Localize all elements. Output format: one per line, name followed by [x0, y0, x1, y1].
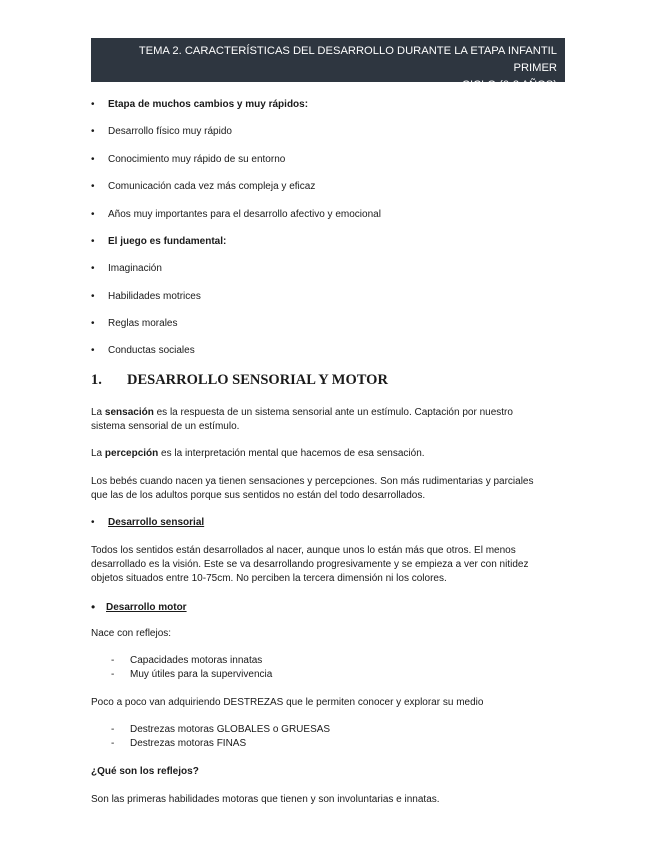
bullet-marker: •: [91, 318, 95, 329]
bullet-marker: •: [91, 236, 95, 247]
bullet-item: Imaginación: [108, 263, 162, 274]
sentidos-line1: Todos los sentidos están desarrollados al nacer, aunque unos lo están más que otros. El menos: [91, 545, 516, 556]
bullet-item-etapa: Etapa de muchos cambios y muy rápidos:: [108, 99, 309, 110]
section-title: DESARROLLO SENSORIAL Y MOTOR: [127, 372, 388, 388]
bullet-marker: •: [91, 263, 95, 274]
page-header: [91, 38, 565, 91]
reflejos-item: Capacidades motoras innatas: [130, 655, 263, 666]
bullet-item: Habilidades motrices: [108, 291, 201, 302]
sentidos-line2: desarrollado es la visión. Este se va desarrollando progresivamente y se empieza a ver con nitidez: [91, 559, 529, 570]
bullet-item: Conocimiento muy rápido de su entorno: [108, 154, 286, 165]
reflejos-answer: Son las primeras habilidades motoras que tienen y son involuntarias e innatas.: [91, 794, 440, 805]
sensorial-heading: Desarrollo sensorial: [108, 517, 205, 528]
dash-marker: -: [111, 655, 115, 666]
dash-marker: -: [111, 724, 115, 735]
bullet-marker: •: [91, 291, 95, 302]
bullet-item: Reglas morales: [108, 318, 178, 329]
bullet-item: Desarrollo físico muy rápido: [108, 126, 232, 137]
dash-marker: -: [111, 669, 115, 680]
motor-heading: Desarrollo motor: [106, 602, 187, 613]
bullet-marker: •: [91, 126, 95, 137]
sentidos-line3: objetos situados entre 10-75cm. No perciben la tercera dimensión ni los colores.: [91, 573, 447, 584]
bullet-item-juego: El juego es fundamental:: [108, 236, 227, 247]
bebes-paragraph-line1: Los bebés cuando nacen ya tienen sensaciones y percepciones. Son más rudimentarias y parciales: [91, 476, 534, 487]
reflejos-item: Muy útiles para la supervivencia: [130, 669, 273, 680]
header-line-1: TEMA 2. CARACTERÍSTICAS DEL DESARROLLO DURANTE LA ETAPA INFANTIL PRIMER: [138, 45, 557, 74]
percepcion-term: percepción: [104, 448, 159, 459]
bullet-item: Comunicación cada vez más compleja y eficaz: [108, 181, 316, 192]
sensacion-term: sensación: [104, 407, 154, 418]
header-line-2: CICLO (0-3 AÑOS): [461, 79, 557, 91]
sensacion-paragraph-line1: La sensación es la respuesta de un sistema sensorial ante un estímulo. Captación por nuestro: [91, 407, 513, 418]
sensacion-paragraph-line2: sistema sensorial de un estímulo.: [91, 421, 240, 432]
reflejos-question: ¿Qué son los reflejos?: [91, 766, 199, 777]
bullet-marker: •: [91, 345, 95, 356]
dash-marker: -: [111, 738, 115, 749]
bullet-marker: •: [91, 181, 95, 192]
destrezas-item: Destrezas motoras GLOBALES o GRUESAS: [130, 724, 331, 735]
bullet-marker: •: [91, 99, 95, 110]
bullet-marker: •: [91, 209, 95, 220]
bullet-marker: •: [91, 517, 95, 528]
bullet-item: Conductas sociales: [108, 345, 195, 356]
reflejos-intro: Nace con reflejos:: [91, 628, 172, 639]
bullet-item: Años muy importantes para el desarrollo afectivo y emocional: [108, 209, 381, 220]
percepcion-paragraph: La percepción es la interpretación mental que hacemos de esa sensación.: [91, 448, 425, 459]
destrezas-item: Destrezas motoras FINAS: [130, 738, 247, 749]
section-number: 1.: [91, 372, 102, 388]
bebes-paragraph-line2: que las de los adultos porque sus sentidos no están del todo desarrollados.: [91, 490, 426, 501]
bullet-marker: •: [91, 600, 96, 614]
bullet-marker: •: [91, 154, 95, 165]
destrezas-intro: Poco a poco van adquiriendo DESTREZAS que le permiten conocer y explorar su medio: [91, 697, 484, 708]
